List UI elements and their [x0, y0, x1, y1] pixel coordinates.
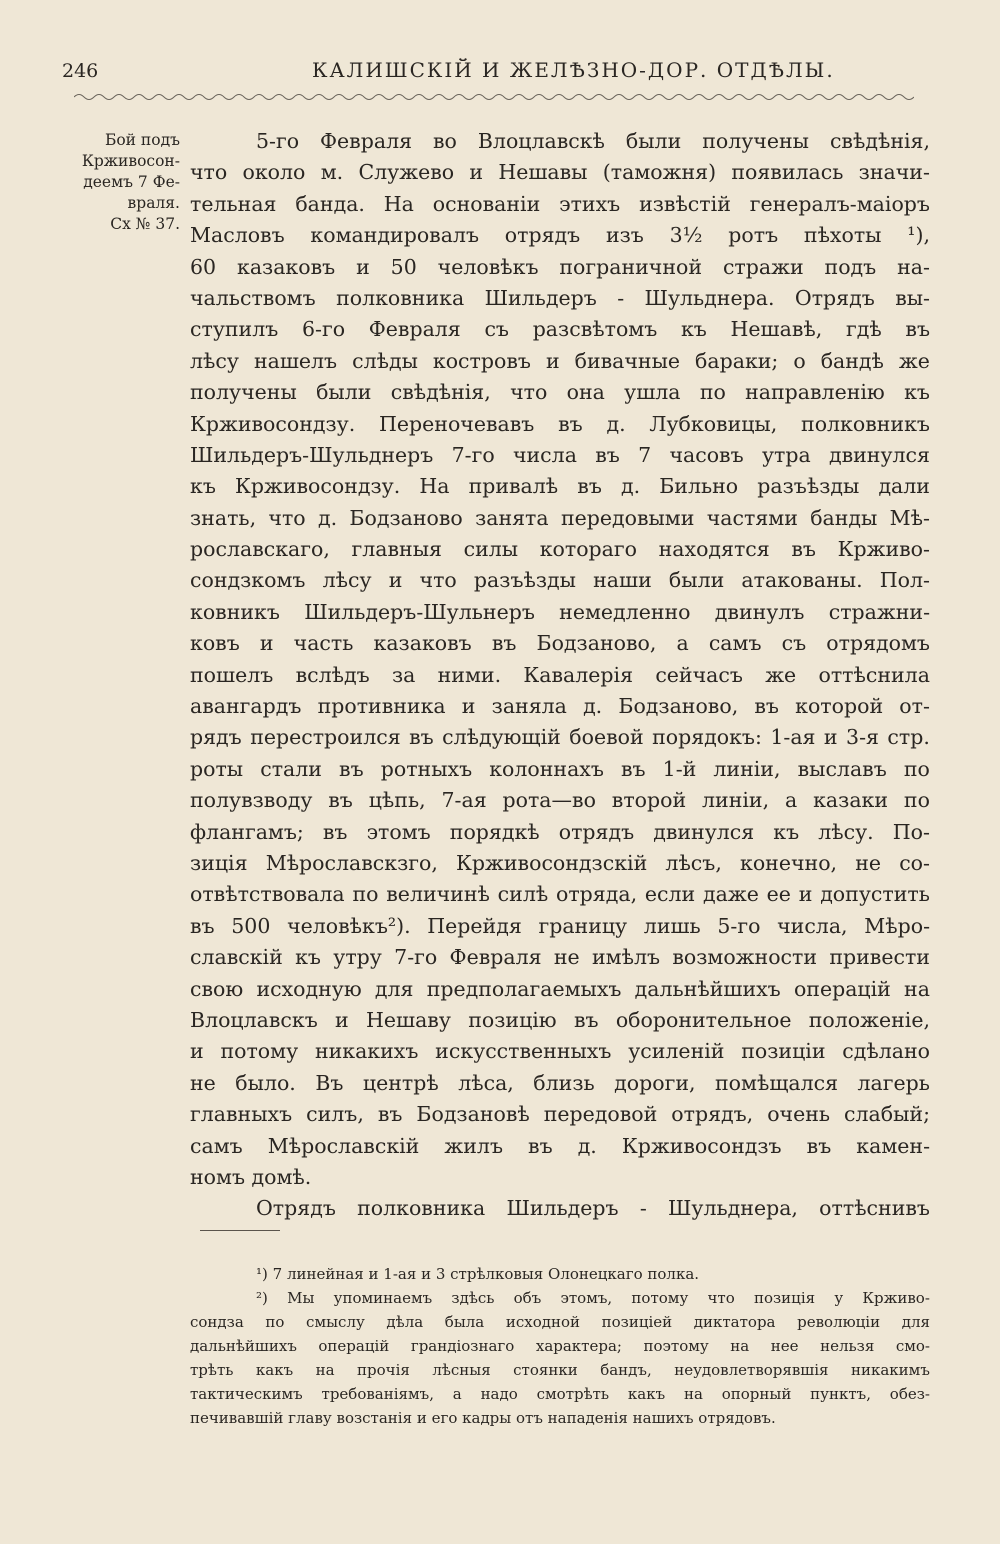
- text-line: номъ домѣ.: [190, 1164, 312, 1189]
- text-line: что около м. Служево и Нешавы (таможня) появилась значи-: [190, 160, 930, 185]
- text-line: чальствомъ полковника Шильдеръ - Шульднера. Отрядъ вы-: [190, 285, 930, 310]
- text-line: пошелъ вслѣдъ за ними. Кавалерія сейчасъ же оттѣснила: [190, 662, 930, 687]
- text-line: Крживосондзу. Переночевавъ въ д. Лубковицы, полковникъ: [190, 411, 930, 436]
- footnote-line: дальнѣйшихъ операцій грандіознаго характера; поэтому на нее нельзя смо-: [190, 1337, 930, 1355]
- text-line: славскій къ утру 7-го Февраля не имѣлъ возможности привести: [190, 945, 930, 970]
- margin-note-line: Сх № 37.: [110, 215, 180, 233]
- text-line: флангамъ; въ этомъ порядкѣ отрядъ двинулся къ лѣсу. По-: [190, 819, 930, 844]
- text-line: лѣсу нашелъ слѣды костровъ и бивачные бараки; о бандѣ же: [190, 348, 930, 373]
- footnote-line: печивавшій главу возстанія и его кадры отъ нападенія нашихъ отрядовъ.: [190, 1409, 776, 1427]
- margin-note-line: враля.: [127, 194, 180, 212]
- footnote-line: сондза по смыслу дѣла была исходной позиціей диктатора революціи для: [190, 1313, 930, 1331]
- footnote-line: ²) Мы упоминаемъ здѣсь объ этомъ, потому что позиція у Крживо-: [256, 1289, 930, 1307]
- header-wavy-rule: [74, 92, 914, 102]
- running-head: КАЛИШСКІЙ И ЖЕЛѢЗНО-ДОР. ОТДѢЛЫ.: [312, 58, 835, 82]
- margin-note-line: Бой подъ: [104, 131, 180, 149]
- footnote-line: трѣть какъ на прочія лѣсныя стоянки бандъ, неудовлетворявшія никакимъ: [190, 1361, 930, 1379]
- text-line: 60 казаковъ и 50 человѣкъ пограничной стражи подъ на-: [190, 254, 930, 279]
- text-line: и потому никакихъ искусственныхъ усиленій позиціи сдѣлано: [190, 1039, 930, 1064]
- text-line: Шильдеръ-Шульднеръ 7-го числа въ 7 часовъ утра двинулся: [190, 442, 930, 467]
- text-line: рославскаго, главныя силы котораго находятся въ Крживо-: [190, 537, 930, 562]
- text-line: ковъ и часть казаковъ въ Бодзаново, а самъ съ отрядомъ: [190, 631, 930, 656]
- footnote-rule: [200, 1230, 280, 1231]
- text-line: не было. Въ центрѣ лѣса, близь дороги, помѣщался лагерь: [190, 1070, 930, 1095]
- text-line: полувзводу въ цѣпь, 7-ая рота—во второй линіи, а казаки по: [190, 788, 930, 813]
- text-line: рядъ перестроился въ слѣдующій боевой порядокъ: 1-ая и 3-я стр.: [190, 725, 930, 750]
- text-line: роты стали въ ротныхъ колоннахъ въ 1-й линіи, выславъ по: [190, 756, 930, 781]
- text-line: къ Крживосондзу. На привалѣ въ д. Бильно разъѣзды дали: [190, 474, 930, 499]
- margin-note-line: деемъ 7 Фе-: [83, 173, 180, 191]
- page-number: 246: [62, 60, 99, 82]
- text-line: въ 500 человѣкъ²). Перейдя границу лишь 5-го числа, Мѣро-: [190, 913, 930, 938]
- margin-note: [62, 130, 180, 235]
- text-line: 5-го Февраля во Влоцлавскѣ были получены свѣдѣнія,: [256, 129, 930, 153]
- text-line: Отрядъ полковника Шильдеръ - Шульднера, оттѣснивъ: [256, 1196, 930, 1221]
- footnote-line: ¹) 7 линейная и 1-ая и 3 стрѣлковыя Олонецкаго полка.: [256, 1265, 700, 1283]
- text-line: свою исходную для предполагаемыхъ дальнѣйшихъ операцій на: [190, 976, 930, 1001]
- text-line: Масловъ командировалъ отрядъ изъ 3½ ротъ пѣхоты ¹),: [190, 223, 930, 248]
- text-line: получены были свѣдѣнія, что она ушла по направленію къ: [190, 380, 930, 405]
- text-line: сондзкомъ лѣсу и что разъѣзды наши были атакованы. Пол-: [190, 568, 930, 593]
- text-line: ступилъ 6-го Февраля съ разсвѣтомъ къ Нешавѣ, гдѣ въ: [190, 317, 930, 342]
- page-header: [62, 58, 932, 92]
- text-line: зиція Мѣрославскзго, Крживосондзскій лѣсъ, конечно, не со-: [190, 850, 930, 875]
- text-line: знать, что д. Бодзаново занята передовыми частями банды Мѣ-: [190, 505, 930, 530]
- text-line: главныхъ силъ, въ Бодзановѣ передовой отрядъ, очень слабый;: [190, 1102, 930, 1127]
- text-line: тельная банда. На основаніи этихъ извѣстій генералъ-маіоръ: [190, 191, 930, 216]
- main-text: [190, 126, 930, 1225]
- footnotes: [190, 1262, 930, 1430]
- text-line: ковникъ Шильдеръ-Шульнеръ немедленно двинулъ стражни-: [190, 599, 930, 624]
- text-line: авангардъ противника и заняла д. Бодзаново, въ которой от-: [190, 694, 930, 719]
- text-line: отвѣтствовала по величинѣ силѣ отряда, если даже ее и допустить: [190, 882, 930, 907]
- footnote-line: тактическимъ требованіямъ, а надо смотрѣть какъ на опорный пунктъ, обез-: [190, 1385, 930, 1403]
- text-line: самъ Мѣрославскій жилъ въ д. Крживосондзъ въ камен-: [190, 1133, 930, 1158]
- margin-note-line: Крживосон-: [81, 152, 180, 170]
- text-line: Влоцлавскъ и Нешаву позицію въ оборонительное положеніе,: [190, 1007, 930, 1032]
